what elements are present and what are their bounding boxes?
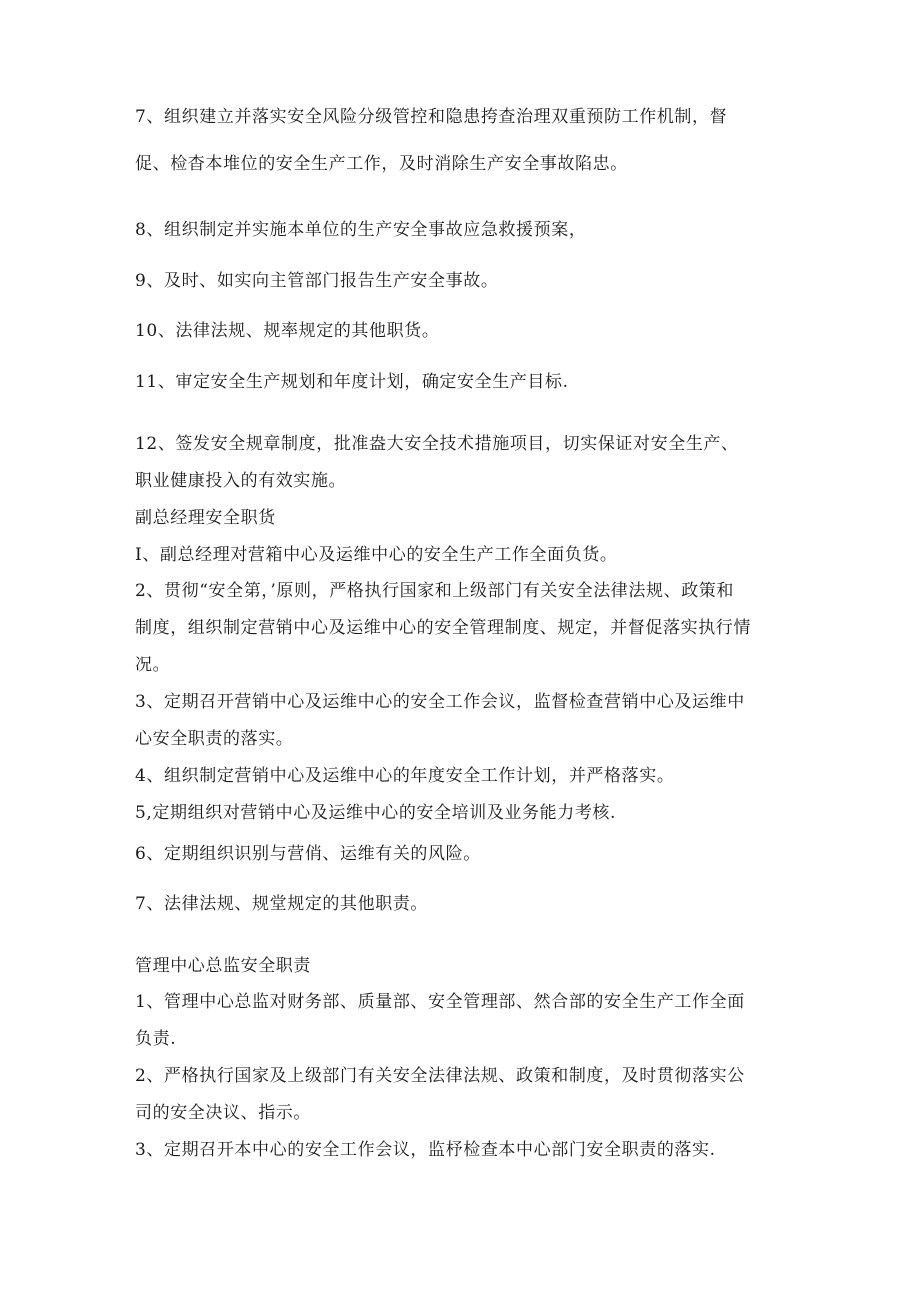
text-line: 促、检杳本堆位的安全生产工作，及时消除生产安全事故陷忠。 (135, 154, 628, 174)
text-line: 制度，组织制定营销中心及运维中心的安全管理制度、规定，并督促落实执行情 (135, 618, 751, 638)
text-line: 5,定期组织对营销中心及运维中心的安全培训及业务能力考核. (135, 803, 617, 823)
text-line: 4、组织制定营销中心及运维中心的年度安全工作计划，并严格落实。 (135, 766, 675, 786)
text-line: 3、定期召开营销中心及运维中心的安全工作会议，监督检查营销中心及运维中 (135, 692, 745, 712)
text-line: 心安全职责的落实。 (135, 729, 294, 749)
text-line: 职业健康投入的有效实施。 (135, 471, 347, 491)
text-line: 2、严格执行国家及上级部门有关安全法律法规、政策和制度，及时贯彻落实公 (135, 1066, 745, 1086)
text-line: 11、审定安全生产规划和年度计划，确定安全生产目标. (135, 372, 569, 392)
text-line: 负责. (135, 1029, 177, 1049)
text-line: 10、法律法规、规率规定的其他职货。 (135, 321, 440, 341)
text-line: 7、法律法规、规堂规定的其他职责。 (135, 894, 429, 914)
text-line: 7、组织建立并落实安全风险分级管控和隐患挎查治理双重预防工作机制，督 (135, 107, 728, 127)
section-heading: 副总经理安全职货 (135, 508, 276, 528)
text-line: 8、组织制定并实施本单位的生产安全事故应急救援预案， (135, 220, 587, 240)
text-line: 12、签发安全规章制度，批准盎大安全技术措施项目，切实保证对安全生产、 (135, 434, 739, 454)
section-heading: 管理中心总监安全职责 (135, 956, 311, 976)
text-line: 9、及时、如实向主管部门报告生产安全事故。 (135, 271, 499, 291)
text-line: 6、定期组织识别与营俏、运维有关的风险。 (135, 844, 481, 864)
text-line: 3、定期召开本中心的安全工作会议，监杼检查本中心部门安全职责的落实. (135, 1140, 716, 1160)
text-line: 2、贯彻“安全第，’原则，严格执行国家和上级部门有关安全法律法规、政策和 (135, 581, 735, 601)
text-line: 司的安全决议、指示。 (135, 1103, 311, 1123)
text-line: I、副总经理对营箱中心及运维中心的安全生产工作全面负货。 (135, 545, 618, 565)
text-line: 况。 (135, 655, 171, 675)
text-line: 1、管理中心总监对财务部、质量部、安全管理部、然合部的安全生产工作全面 (135, 992, 745, 1012)
